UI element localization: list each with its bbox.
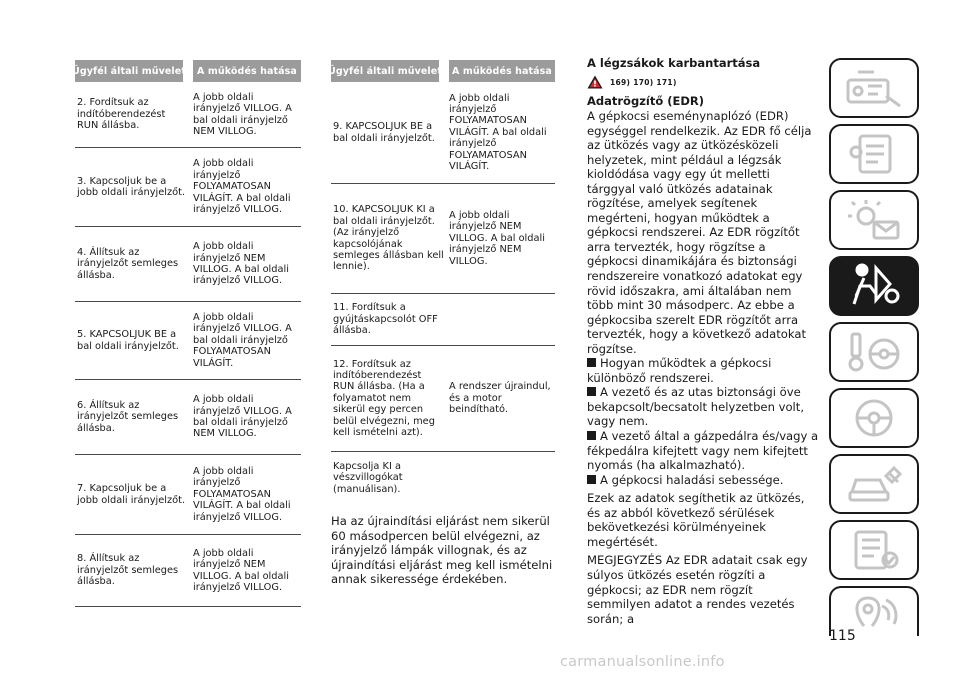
steering-key-icon bbox=[844, 330, 904, 374]
table-row bbox=[75, 380, 301, 455]
square-bullet-icon bbox=[587, 387, 596, 396]
watermark: carmanualsonline.info bbox=[560, 654, 725, 670]
action-cell: 7. Kapcsoljuk be a jobb oldali irányjelzőt. bbox=[77, 483, 186, 506]
action-cell: 2. Fordítsuk az indítóberendezést RUN állásba. bbox=[77, 97, 166, 132]
list-item: A vezető által a gázpedálra és/vagy a fékpedálra kifejtett vagy nem kifejtett nyomás (ha alkalmazható). bbox=[587, 429, 819, 473]
table-header bbox=[72, 60, 301, 82]
effect-cell: A jobb oldali irányjelző FOLYAMATOSAN VILÁGÍT. A bal oldali irányjelző VILLOG. bbox=[193, 465, 291, 523]
edr-paragraph: Ezek az adatok segíthetik az ütközés, és az abból következő sérülések bekövetkezési körülményeinek megértését. bbox=[587, 491, 805, 549]
table-row bbox=[331, 294, 555, 346]
effect-cell: A jobb oldali irányjelző NEM VILLOG. A bal oldali irányjelző VILLOG. bbox=[193, 547, 289, 593]
header-effect: A működés hatása bbox=[449, 60, 555, 82]
table-row bbox=[75, 302, 301, 380]
lights-mail-icon bbox=[844, 198, 904, 242]
action-cell: 8. Állítsuk az irányjelzőt semleges állásba. bbox=[77, 553, 179, 588]
navigation-icon bbox=[844, 592, 904, 632]
tab-maintenance[interactable] bbox=[829, 520, 919, 580]
list-item: A gépkocsi haladási sebessége. bbox=[587, 473, 819, 488]
airbag-safety-icon bbox=[842, 262, 906, 310]
tab-lights[interactable] bbox=[829, 190, 919, 250]
note-paragraph: MEGJEGYZÉS Az EDR adatait csak egy súlyos ütközés esetén rögzíti a gépkocsi; az EDR nem rögzít semmilyen adatot a rendes vezetés során; a bbox=[587, 553, 808, 626]
action-cell: 5. KAPCSOLJUK BE a bal oldali irányjelzőt. bbox=[77, 329, 179, 352]
warning-lights-icon bbox=[844, 132, 904, 176]
table-row bbox=[75, 227, 301, 302]
tab-warning-lights[interactable] bbox=[829, 124, 919, 184]
effect-cell: A jobb oldali irányjelző VILLOG. A bal oldali irányjelző FOLYAMATOSAN VILÁGÍT. bbox=[193, 311, 292, 369]
effect-cell: A jobb oldali irányjelző FOLYAMATOSAN VILÁGÍT. A bal oldali irányjelző VILLOG. bbox=[193, 158, 291, 216]
header-customer-action: Ügyfél általi művelet bbox=[75, 60, 183, 82]
list-item: A vezető és az utas biztonsági öve bekapcsolt/becsatolt helyzetben volt, vagy nem. bbox=[587, 385, 805, 429]
warning-refs: 169) 170) 171) bbox=[610, 77, 677, 87]
tab-safety[interactable] bbox=[829, 256, 919, 316]
action-cell: Kapcsolja KI a vészvillogókat (manuálisan). bbox=[333, 460, 403, 495]
action-cell: 6. Állítsuk az irányjelzőt semleges állásba. bbox=[77, 399, 179, 434]
steps-table-left bbox=[72, 60, 301, 607]
edr-section bbox=[587, 56, 819, 626]
page-number: 115 bbox=[829, 628, 856, 644]
square-bullet-icon bbox=[587, 358, 596, 367]
section-title: A légzsákok karbantartása bbox=[587, 56, 761, 70]
tab-driving[interactable] bbox=[829, 388, 919, 448]
tab-emergency[interactable] bbox=[829, 454, 919, 514]
table-row bbox=[75, 455, 301, 535]
checklist-icon bbox=[844, 528, 904, 572]
edr-paragraph: A gépkocsi eseménynaplózó (EDR) egységgel rendelkezik. Az EDR fő célja az ütközés vagy az ütközésközeli helyzetek, mint például a légzsák kioldódása vagy egy út melletti tárggyal való ütközés adatainak rögzítése, amelyek segítenek megérteni, hogyan működtek a gépkocsi rendszerei. Az EDR rögzítőt arra tervezték, hogy rögzítse a gépkocsi dinamikájára és biztonsági rendszereire vonatkozó adatokat egy rövid időszakra, ami általában nem több mint 30 másodperc. Az ebbe a gépkocsiba szerelt EDR rögzítőt arra tervezték, hogy a következő adatokat rögzítse. bbox=[587, 109, 812, 356]
table-row bbox=[331, 184, 555, 294]
tab-starting[interactable] bbox=[829, 322, 919, 382]
table-row bbox=[75, 535, 301, 607]
action-cell: 10. KAPCSOLJUK KI a bal oldali irányjelzőt. (Az irányjelző kapcsolójának semleges állásban kell lennie). bbox=[333, 204, 444, 273]
effect-cell: A jobb oldali irányjelző VILLOG. A bal oldali irányjelző NEM VILLOG. bbox=[193, 91, 292, 137]
table-row bbox=[331, 82, 555, 184]
dashboard-icon bbox=[844, 66, 904, 110]
table-row bbox=[75, 82, 301, 148]
action-cell: 3. Kapcsoljuk be a jobb oldali irányjelzőt. bbox=[77, 175, 186, 198]
subsection-title: Adatrögzítő (EDR) bbox=[587, 94, 704, 108]
restart-note: Ha az újraindítási eljárást nem sikerül 60 másodpercen belül elvégezni, az irányjelző lámpák villognak, és az újraindítási eljárást meg kell ismételni annak sikeressége érdekében. bbox=[331, 514, 553, 587]
header-effect: A működés hatása bbox=[193, 60, 301, 82]
effect-cell: A jobb oldali irányjelző VILLOG. A bal oldali irányjelző NEM VILLOG. bbox=[193, 394, 292, 440]
steering-wheel-icon bbox=[844, 396, 904, 440]
warning-triangle-icon bbox=[587, 75, 603, 89]
table-row bbox=[75, 148, 301, 227]
action-cell: 9. KAPCSOLJUK BE a bal oldali irányjelzőt. bbox=[333, 121, 435, 144]
list-item: Hogyan működtek a gépkocsi különböző rendszerei. bbox=[587, 356, 772, 385]
square-bullet-icon bbox=[587, 475, 596, 484]
action-cell: 11. Fordítsuk a gyújtáskapcsolót OFF állásba. bbox=[333, 302, 438, 337]
table-header bbox=[328, 60, 555, 82]
action-cell: 12. Fordítsuk az indítóberendezést RUN állásba. (Ha a folyamatot nem sikerül egy percen belül elvégezni, meg kell ismételni azt). bbox=[333, 358, 435, 439]
effect-cell: A jobb oldali irányjelző NEM VILLOG. A bal oldali irányjelző VILLOG. bbox=[193, 241, 289, 287]
car-service-icon bbox=[844, 462, 904, 506]
table-row bbox=[331, 346, 555, 452]
square-bullet-icon bbox=[587, 431, 596, 440]
effect-cell: A jobb oldali irányjelző NEM VILLOG. A bal oldali irányjelző NEM VILLOG. bbox=[449, 209, 545, 267]
header-customer-action: Ügyfél általi művelet bbox=[331, 60, 439, 82]
tab-dashboard[interactable] bbox=[829, 58, 919, 118]
effect-cell: A jobb oldali irányjelző FOLYAMATOSAN VILÁGÍT. A bal oldali irányjelző FOLYAMATOSAN VILÁGÍT. bbox=[449, 92, 547, 173]
bullet-list bbox=[587, 356, 819, 487]
effect-cell: A rendszer újraindul, és a motor beindítható. bbox=[449, 381, 551, 416]
warning-reference bbox=[587, 74, 819, 90]
action-cell: 4. Állítsuk az irányjelzőt semleges állásba. bbox=[77, 246, 179, 281]
steps-table-middle bbox=[328, 60, 555, 504]
table-row bbox=[331, 452, 555, 504]
